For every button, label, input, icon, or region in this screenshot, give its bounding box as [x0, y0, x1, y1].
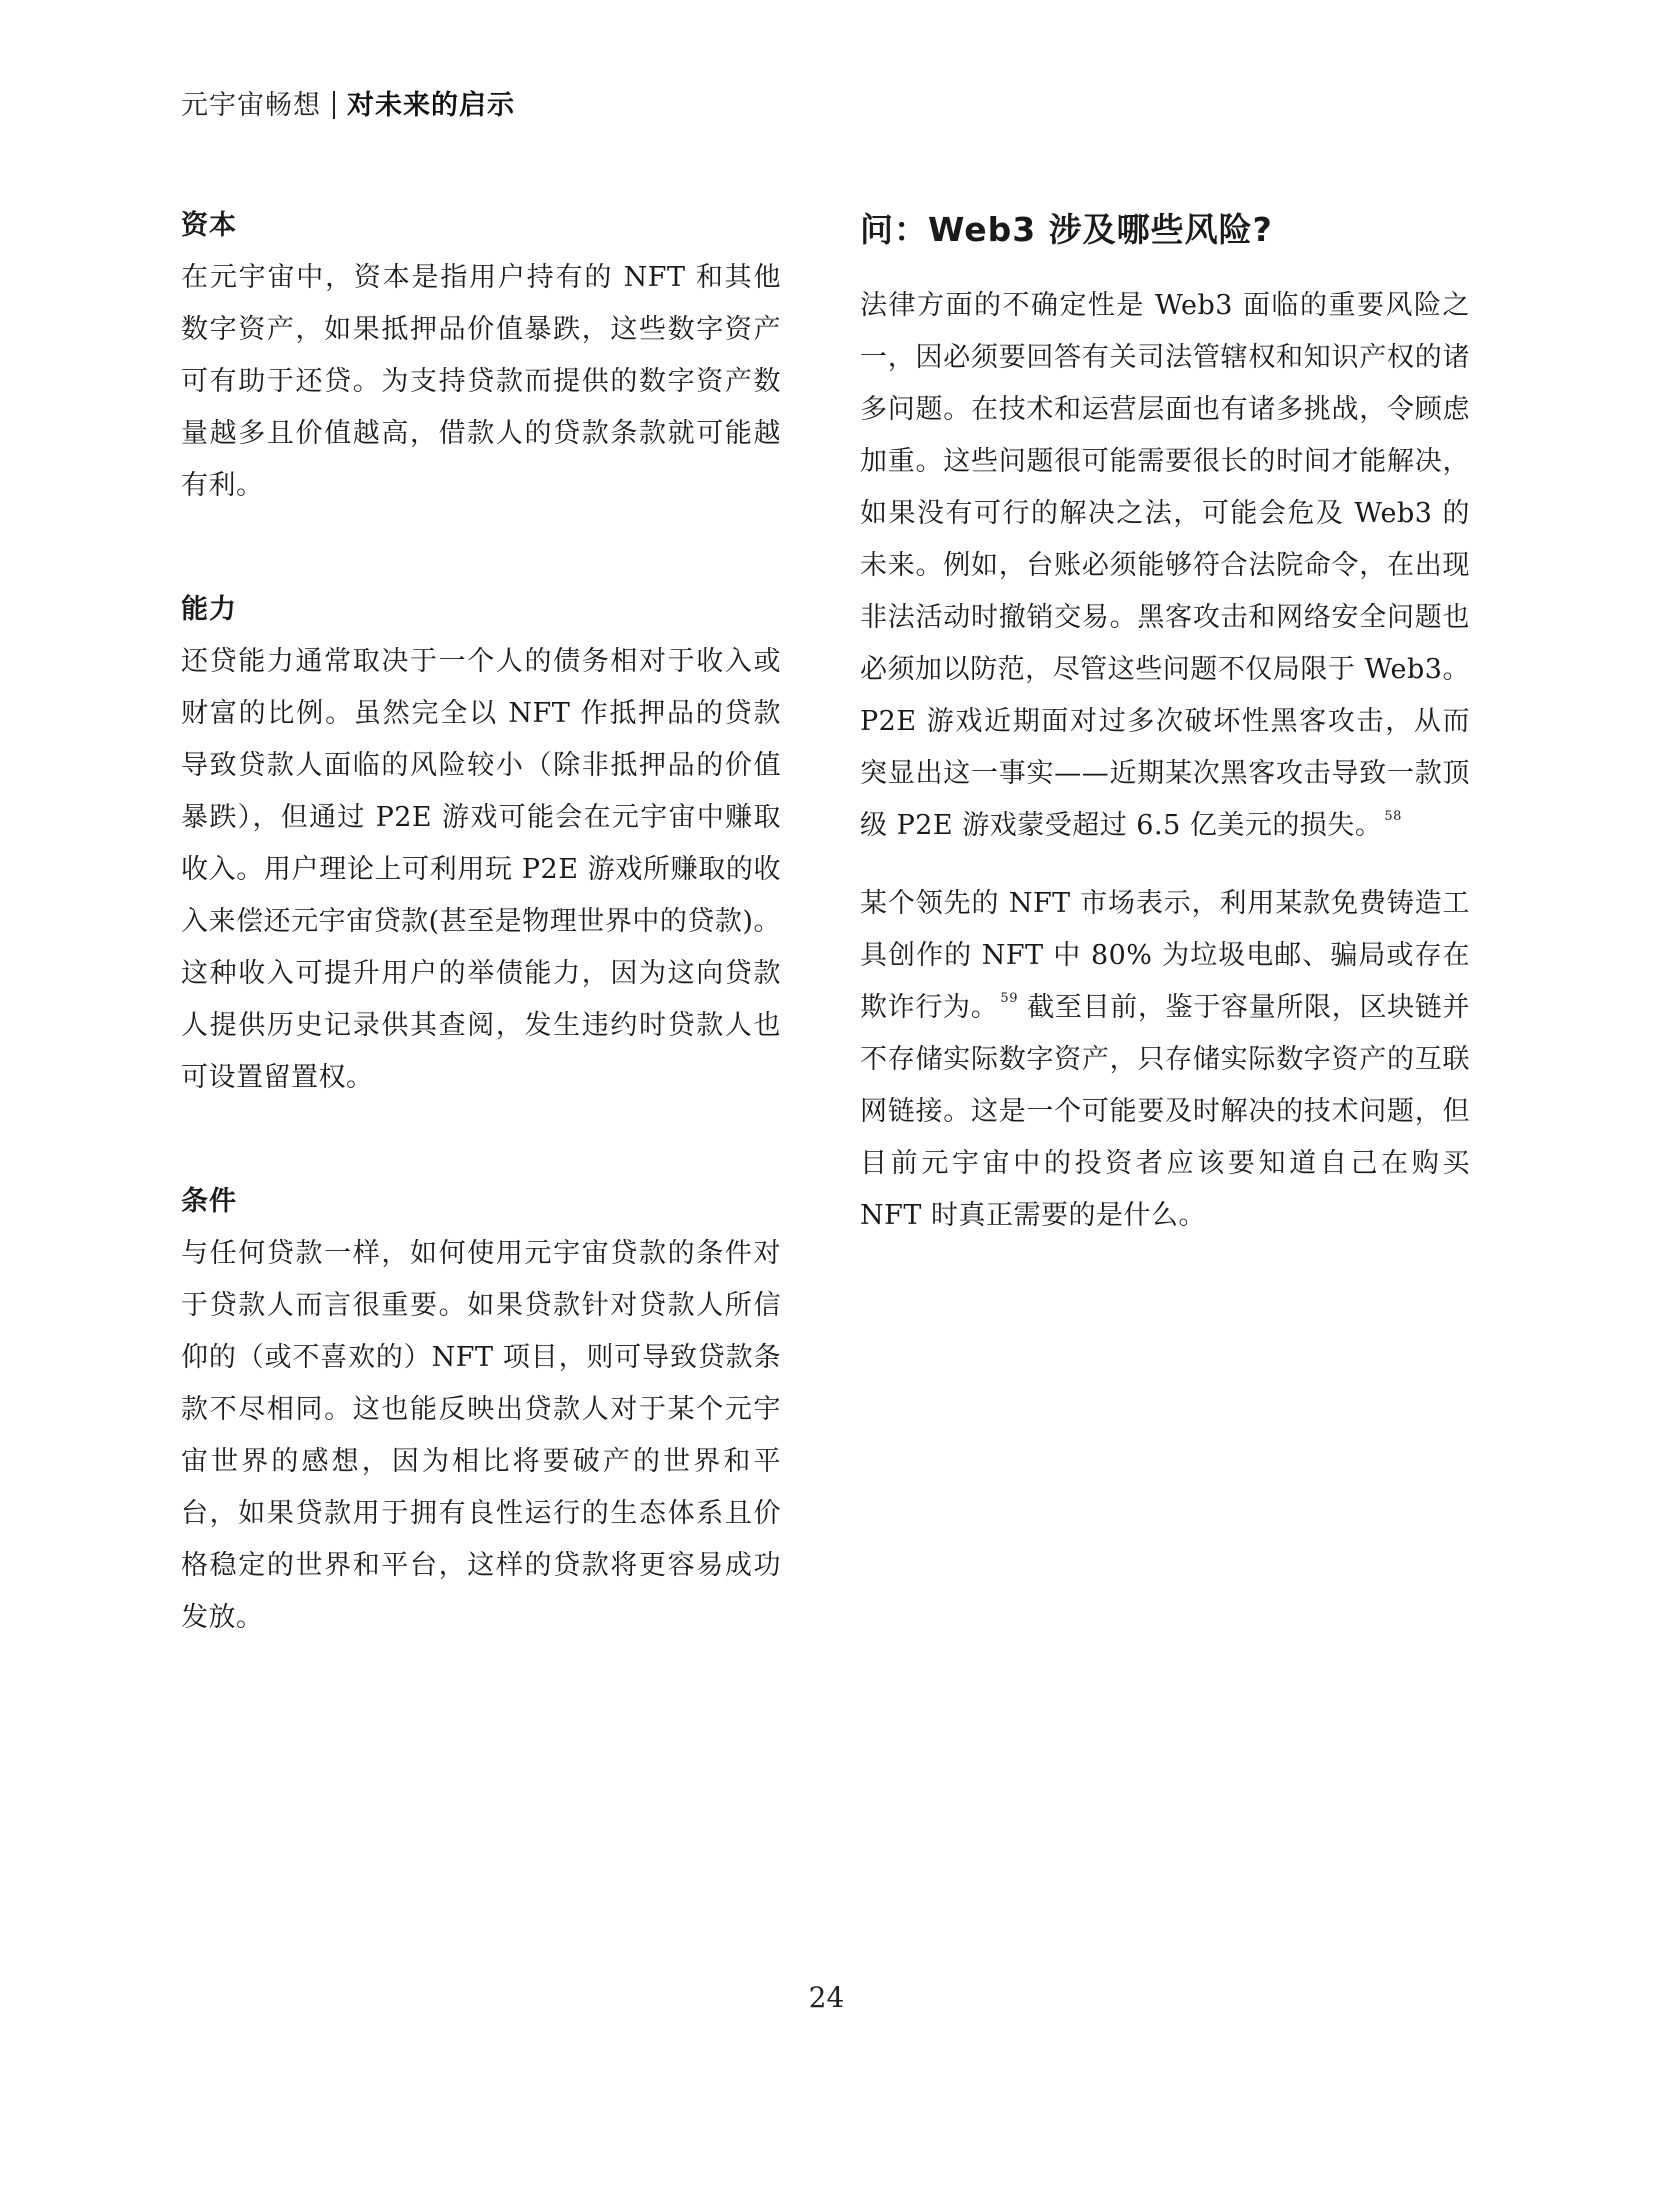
page-number: 24 — [808, 1981, 845, 2014]
risk-paragraph-legal — [860, 280, 1470, 852]
header-chapter-title: 对未来的启示 — [347, 90, 515, 121]
section-heading-capacity: 能力 — [181, 594, 237, 625]
running-header — [181, 86, 515, 126]
section-heading-capital: 资本 — [181, 210, 237, 241]
footnote-ref-59[interactable]: 59 — [1000, 991, 1018, 1006]
right-column — [860, 200, 1470, 1242]
risk-paragraph-nft — [860, 878, 1470, 1242]
risk-paragraph-nft-text-a: 某个领先的 NFT 市场表示，利用某款免费铸造工具创作的 NFT 中 80% 为垃圾电邮、骗局或存在欺诈行为。 — [860, 888, 1470, 1023]
left-column — [181, 200, 781, 1644]
risk-paragraph-legal-text: 法律方面的不确定性是 Web3 面临的重要风险之一，因必须要回答有关司法管辖权和知识产权的诸多问题。在技术和运营层面也有诸多挑战，令顾虑加重。这些问题很可能需要很长的时间才能解决，如果没有可行的解决之法，可能会危及 Web3 的未来。例如，台账必须能够符合法院命令，在出现非法活动时撤销交易。黑客攻击和网络安全问题也必须加以防范，尽管这些问题不仅局限于 Web3。P2E 游戏近期面对过多次破坏性黑客攻击，从而突显出这一事实——近期某次黑客攻击导致一款顶级 P2E 游戏蒙受超过 6.5 亿美元的损失。 — [860, 290, 1470, 841]
section-heading-conditions: 条件 — [181, 1186, 237, 1217]
section-body-conditions: 与任何贷款一样，如何使用元宇宙贷款的条件对于贷款人而言很重要。如果贷款针对贷款人所信仰的（或不喜欢的）NFT 项目，则可导致贷款条款不尽相同。这也能反映出贷款人对于某个元宇宙世界的感想，因为相比将要破产的世界和平台，如果贷款用于拥有良性运行的生态体系且价格稳定的世界和平台，这样的贷款将更容易成功发放。 — [181, 1238, 781, 1633]
section-conditions — [181, 1176, 781, 1644]
header-series-title: 元宇宙畅想 — [181, 90, 321, 121]
risk-paragraph-nft-text-b: 截至目前，鉴于容量所限，区块链并不存储实际数字资产，只存储实际数字资产的互联网链接。这是一个可能要及时解决的技术问题，但目前元宇宙中的投资者应该要知道自己在购买 NFT 时真正需要的是什么。 — [860, 992, 1470, 1231]
question-heading: 问：Web3 涉及哪些风险? — [860, 210, 1273, 249]
section-body-capital: 在元宇宙中，资本是指用户持有的 NFT 和其他数字资产，如果抵押品价值暴跌，这些数字资产可有助于还贷。为支持贷款而提供的数字资产数量越多且价值越高，借款人的贷款条款就可能越有利。 — [181, 262, 781, 501]
footnote-ref-58[interactable]: 58 — [1384, 809, 1402, 824]
section-body-capacity: 还贷能力通常取决于一个人的债务相对于收入或财富的比例。虽然完全以 NFT 作抵押品的贷款导致贷款人面临的风险较小（除非抵押品的价值暴跌），但通过 P2E 游戏可能会在元宇宙中赚取收入。用户理论上可利用玩 P2E 游戏所赚取的收入来偿还元宇宙贷款(甚至是物理世界中的贷款)。这种收入可提升用户的举债能力，因为这向贷款人提供历史记录供其查阅，发生违约时贷款人也可设置留置权。 — [181, 646, 781, 1093]
section-capital — [181, 200, 781, 512]
header-divider — [333, 91, 335, 119]
section-capacity — [181, 584, 781, 1104]
